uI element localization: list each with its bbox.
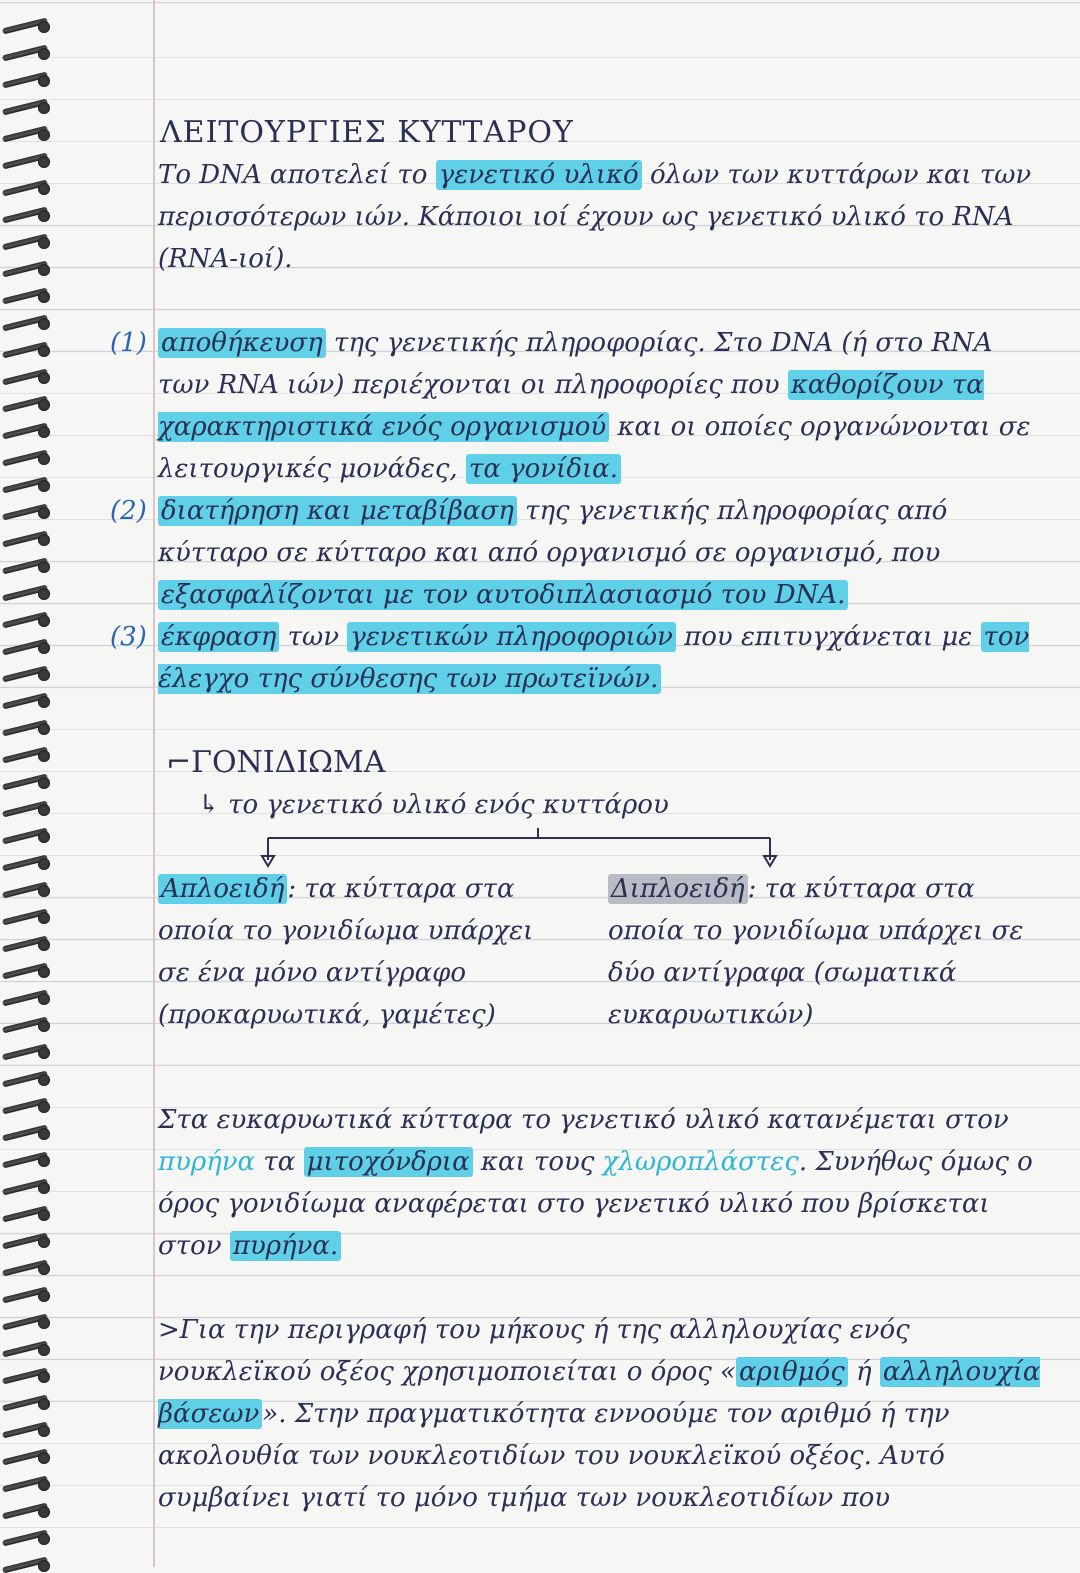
spiral-ring bbox=[0, 236, 56, 250]
spiral-ring bbox=[0, 668, 56, 682]
margin-line bbox=[153, 0, 155, 1567]
spiral-ring bbox=[0, 209, 56, 223]
spiral-ring bbox=[0, 425, 56, 439]
item-number: (2) bbox=[110, 496, 147, 526]
spiral-ring bbox=[0, 452, 56, 466]
spiral-ring bbox=[0, 398, 56, 412]
spiral-ring bbox=[0, 1019, 56, 1033]
diploid-definition: Διπλοειδή : τα κύτταρα στα οποία το γονιδίωμα υπάρχει σε δύο αντίγραφα (σωματικά ευκαρυωτικών) bbox=[608, 874, 1024, 1030]
item-number: (3) bbox=[110, 622, 147, 652]
spiral-ring bbox=[0, 776, 56, 790]
spiral-ring bbox=[0, 1073, 56, 1087]
spiral-ring bbox=[0, 1505, 56, 1519]
eukaryotic-paragraph: Στα ευκαρυωτικά κύτταρα το γενετικό υλικό κατανέμεται στον πυρήνα τα μιτοχόνδρια και τους χλωροπλάστες. Συνήθως όμως ο όρος γονιδίωμα αναφέρεται στο γενετικό υλικό που βρίσκεται στον πυρήνα. bbox=[158, 1105, 1033, 1261]
branch-arrows bbox=[158, 826, 1048, 868]
spiral-ring bbox=[0, 587, 56, 601]
spiral-ring bbox=[0, 1424, 56, 1438]
spiral-ring bbox=[0, 182, 56, 196]
function-item-3: (3) έκφραση των γενετικών πληροφοριών που επιτυγχάνεται με τον έλεγχο της σύνθεσης των πρωτεϊνών. bbox=[158, 616, 1048, 700]
spiral-ring bbox=[0, 317, 56, 331]
spiral-ring bbox=[0, 911, 56, 925]
ploidy-columns bbox=[158, 868, 1048, 1036]
spiral-ring bbox=[0, 1532, 56, 1546]
spiral-ring bbox=[0, 1046, 56, 1060]
highlight-genetic-material: γενετικό υλικό bbox=[436, 160, 642, 190]
page-title: ΛΕΙΤΟΥΡΓΙΕΣ ΚΥΤΤΑΡΟΥ bbox=[160, 115, 574, 150]
spiral-ring bbox=[0, 560, 56, 574]
spiral-ring bbox=[0, 290, 56, 304]
spiral-ring bbox=[0, 1559, 56, 1573]
spiral-ring bbox=[0, 344, 56, 358]
spiral-ring bbox=[0, 263, 56, 277]
spiral-ring bbox=[0, 641, 56, 655]
spiral-ring bbox=[0, 695, 56, 709]
spiral-ring bbox=[0, 74, 56, 88]
branch-diagram bbox=[158, 826, 1048, 868]
bracket-arrow-icon: ⌐ bbox=[166, 745, 192, 780]
spiral-ring bbox=[0, 1397, 56, 1411]
handwritten-notes bbox=[110, 100, 1048, 1519]
spiral-ring bbox=[0, 506, 56, 520]
spiral-ring bbox=[0, 101, 56, 115]
spiral-ring bbox=[0, 1289, 56, 1303]
haploid-definition: Απλοειδή : τα κύτταρα στα οποία το γονιδίωμα υπάρχει σε ένα μόνο αντίγραφο (προκαρυωτικά, γαμέτες) bbox=[158, 874, 534, 1030]
spiral-ring bbox=[0, 884, 56, 898]
spiral-ring bbox=[0, 155, 56, 169]
spiral-ring bbox=[0, 1370, 56, 1384]
spiral-ring bbox=[0, 47, 56, 61]
spiral-ring bbox=[0, 722, 56, 736]
spiral-ring bbox=[0, 1343, 56, 1357]
function-item-2: (2) διατήρηση και μεταβίβαση της γενετικής πληροφορίας από κύτταρο σε κύτταρο και από οργανισμό σε οργανισμό, που εξασφαλίζονται με τον αυτοδιπλασιασμό του DNA. bbox=[158, 490, 1048, 616]
spiral-ring bbox=[0, 965, 56, 979]
spiral-ring bbox=[0, 857, 56, 871]
spiral-ring bbox=[0, 371, 56, 385]
spiral-ring bbox=[0, 1127, 56, 1141]
spiral-ring bbox=[0, 830, 56, 844]
item-number: (1) bbox=[110, 328, 147, 358]
spiral-ring bbox=[0, 1451, 56, 1465]
spiral-ring bbox=[0, 1100, 56, 1114]
spiral-ring bbox=[0, 1316, 56, 1330]
spiral-ring bbox=[0, 1181, 56, 1195]
function-item-1: (1) αποθήκευση της γενετικής πληροφορίας. Στο DNA (ή στο RNA των RNA ιών) περιέχονται οι πληροφορίες που καθορίζουν τα χαρακτηριστικά ενός οργανισμού και οι οποίες οργανώνονται σε λειτουργικές μονάδες, τα γονίδια. bbox=[158, 322, 1048, 490]
spiral-ring bbox=[0, 533, 56, 547]
spiral-binding bbox=[0, 0, 60, 1567]
intro-paragraph: Το DNA αποτελεί το γενετικό υλικό όλων των κυττάρων και των περισσότερων ιών. Κάποιοι ιοί έχουν ως γενετικό υλικό το RNA (RNA-ιοί). bbox=[158, 160, 1032, 274]
spiral-ring bbox=[0, 1208, 56, 1222]
spiral-ring bbox=[0, 1154, 56, 1168]
spiral-ring bbox=[0, 938, 56, 952]
spiral-ring bbox=[0, 1262, 56, 1276]
arrow-icon: ↳ bbox=[198, 790, 229, 820]
genome-definition: ↳ το γενετικό υλικό ενός κυττάρου bbox=[198, 790, 669, 820]
spiral-ring bbox=[0, 479, 56, 493]
spiral-ring bbox=[0, 992, 56, 1006]
spiral-ring bbox=[0, 1235, 56, 1249]
spiral-ring bbox=[0, 20, 56, 34]
spiral-ring bbox=[0, 749, 56, 763]
note-paragraph: >Για την περιγραφή του μήκους ή της αλληλουχίας ενός νουκλεϊκού οξέος χρησιμοποιείται ο όρος « αριθμός ή αλληλουχία βάσεων ». Στην πραγματικότητα εννοούμε τον αριθμό ή την ακολουθία των νουκλεοτιδίων του νουκλεϊκού οξέος. Αυτό συμβαίνει γιατί το μόνο τμήμα των νουκλεοτιδίων που bbox=[158, 1315, 1041, 1513]
spiral-ring bbox=[0, 614, 56, 628]
genome-title: ⌐ΓΟΝΙΔΙΩΜΑ bbox=[166, 745, 386, 780]
spiral-ring bbox=[0, 128, 56, 142]
spiral-ring bbox=[0, 1478, 56, 1492]
spiral-ring bbox=[0, 803, 56, 817]
